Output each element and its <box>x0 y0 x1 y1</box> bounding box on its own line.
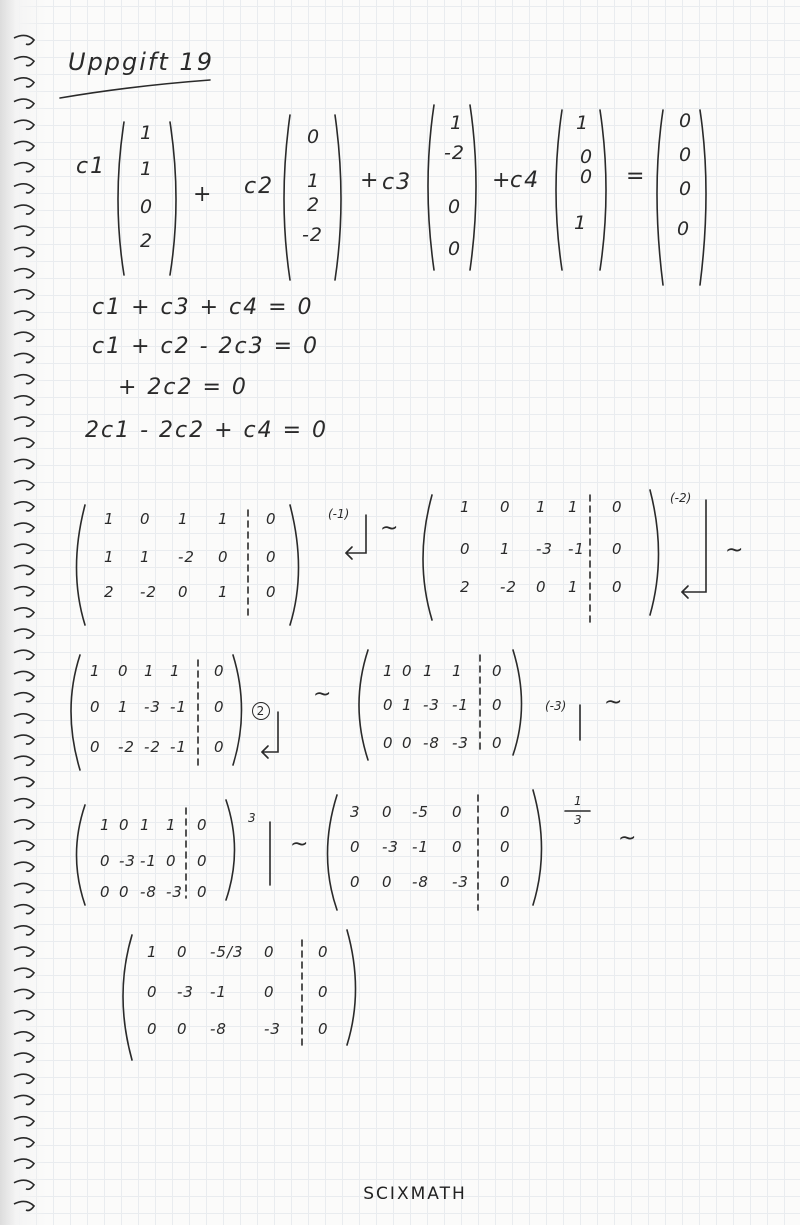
matrix-entry: 0 <box>166 852 177 870</box>
plus-sign: + <box>492 168 513 193</box>
matrix-entry: 0 <box>100 883 111 901</box>
footer-watermark: SCIXMATH <box>363 1184 467 1204</box>
matrix-entry: 0 <box>492 696 503 714</box>
coef-c2: c2 <box>244 174 275 199</box>
matrix-entry: -3 <box>166 883 183 901</box>
matrix-entry: 1 <box>118 698 129 716</box>
matrix-entry: 0 <box>402 662 413 680</box>
matrix-entry: -1 <box>170 738 187 756</box>
row-op-annotation-denominator: 3 <box>574 813 582 827</box>
matrix-entry: -2 <box>500 578 517 596</box>
matrix-entry: 0 <box>612 498 623 516</box>
equation-2: c1 + c2 - 2c3 = 0 <box>92 334 320 359</box>
row-op-annotation: (-1) <box>328 507 350 521</box>
matrix-entry: 0 <box>118 662 129 680</box>
matrix-entry: 0 <box>197 883 208 901</box>
matrix-entry: 0 <box>218 548 229 566</box>
matrix-entry: 0 <box>177 943 188 961</box>
matrix-entry: 0 <box>147 983 158 1001</box>
matrix-entry: 1 <box>90 662 101 680</box>
matrix-entry: 0 <box>452 803 463 821</box>
matrix-entry: 1 <box>218 510 229 528</box>
matrix-entry: -1 <box>140 852 157 870</box>
matrix-entry: 0 <box>119 816 130 834</box>
row-op-annotation: (-3) <box>545 699 567 713</box>
matrix-entry: 0 <box>402 734 413 752</box>
row-op-annotation: (-2) <box>670 491 692 505</box>
vector-1-entry-2: 1 <box>140 158 154 180</box>
equivalence-sign: ~ <box>313 682 334 707</box>
matrix-entry: -3 <box>536 540 553 558</box>
matrix-entry: -8 <box>412 873 429 891</box>
matrix-entry: -8 <box>423 734 440 752</box>
equivalence-sign: ~ <box>290 832 311 857</box>
matrix-entry: 0 <box>492 734 503 752</box>
matrix-entry: 0 <box>266 583 277 601</box>
matrix-entry: 0 <box>500 838 511 856</box>
matrix-entry: 0 <box>119 883 130 901</box>
matrix-entry: 1 <box>144 662 155 680</box>
row-op-annotation: 3 <box>248 811 256 825</box>
matrix-entry: -3 <box>144 698 161 716</box>
matrix-entry: 1 <box>104 548 115 566</box>
vector-1-entry-4: 2 <box>140 230 154 252</box>
vector-3-entry-4: 0 <box>448 238 462 260</box>
matrix-entry: 1 <box>100 816 111 834</box>
zero-vector-entry-1: 0 <box>679 110 693 132</box>
equation-4: 2c1 - 2c2 + c4 = 0 <box>85 418 329 443</box>
vector-3-entry-3: 0 <box>448 196 462 218</box>
vector-3-entry-2: -2 <box>444 142 465 164</box>
matrix-entry: -3 <box>119 852 136 870</box>
matrix-entry: 0 <box>318 983 329 1001</box>
matrix-entry: 0 <box>90 738 101 756</box>
matrix-entry: 0 <box>500 873 511 891</box>
matrix-entry: 0 <box>350 873 361 891</box>
matrix-entry: -3 <box>264 1020 281 1038</box>
matrix-entry: 0 <box>382 803 393 821</box>
matrix-entry: -1 <box>170 698 187 716</box>
equivalence-sign: ~ <box>380 516 401 541</box>
matrix-entry: 1 <box>178 510 189 528</box>
vector-2-entry-2: 1 <box>307 170 321 192</box>
matrix-entry: 0 <box>264 943 275 961</box>
row-op-annotation-circled: 2 <box>252 702 270 720</box>
equation-3: + 2c2 = 0 <box>118 375 248 400</box>
equivalence-sign: ~ <box>725 538 746 563</box>
matrix-entry: 0 <box>500 803 511 821</box>
matrix-entry: 0 <box>264 983 275 1001</box>
equation-1: c1 + c3 + c4 = 0 <box>92 295 314 320</box>
matrix-entry: 2 <box>460 578 471 596</box>
matrix-entry: 0 <box>318 943 329 961</box>
matrix-entry: -3 <box>452 734 469 752</box>
equivalence-sign: ~ <box>604 690 625 715</box>
matrix-entry: 0 <box>140 510 151 528</box>
matrix-entry: 0 <box>177 1020 188 1038</box>
matrix-entry: 1 <box>218 583 229 601</box>
vector-1-entry-1: 1 <box>140 122 154 144</box>
matrix-entry: 0 <box>90 698 101 716</box>
vector-4-entry-3: 0 <box>580 166 594 188</box>
matrix-entry: -3 <box>452 873 469 891</box>
equals-sign: = <box>626 164 647 189</box>
matrix-entry: 0 <box>383 696 394 714</box>
matrix-entry: 0 <box>492 662 503 680</box>
matrix-entry: 1 <box>170 662 181 680</box>
matrix-entry: 0 <box>612 578 623 596</box>
matrix-entry: 0 <box>383 734 394 752</box>
matrix-entry: -1 <box>452 696 469 714</box>
matrix-entry: 0 <box>266 510 277 528</box>
matrix-entry: -5 <box>412 803 429 821</box>
matrix-entry: 1 <box>568 498 579 516</box>
row-op-annotation-numerator: 1 <box>574 794 582 808</box>
coef-c1: c1 <box>76 154 107 179</box>
matrix-entry: 0 <box>197 852 208 870</box>
vector-4-entry-1: 1 <box>576 112 590 134</box>
vector-2-entry-1: 0 <box>307 126 321 148</box>
vector-2-entry-3: 2 <box>307 194 321 216</box>
matrix-entry: -2 <box>144 738 161 756</box>
matrix-entry: 2 <box>104 583 115 601</box>
matrix-entry: 0 <box>266 548 277 566</box>
vector-4-entry-2: 0 <box>580 146 594 168</box>
matrix-entry: -1 <box>568 540 585 558</box>
matrix-entry: 0 <box>460 540 471 558</box>
matrix-entry: 1 <box>140 548 151 566</box>
matrix-entry: -3 <box>382 838 399 856</box>
matrix-entry: 1 <box>166 816 177 834</box>
matrix-entry: -2 <box>140 583 157 601</box>
coef-c4: c4 <box>510 168 541 193</box>
matrix-entry: 0 <box>350 838 361 856</box>
matrix-entry: 3 <box>350 803 361 821</box>
matrix-entry: 1 <box>460 498 471 516</box>
matrix-entry: -8 <box>210 1020 227 1038</box>
matrix-entry: 1 <box>140 816 151 834</box>
vector-2-entry-4: -2 <box>302 224 323 246</box>
matrix-entry: -3 <box>423 696 440 714</box>
page-title: Uppgift 19 <box>68 48 214 76</box>
matrix-entry: 1 <box>500 540 511 558</box>
matrix-entry: 1 <box>104 510 115 528</box>
vector-1-entry-3: 0 <box>140 196 154 218</box>
zero-vector-entry-4: 0 <box>677 218 691 240</box>
matrix-entry: 1 <box>383 662 394 680</box>
coef-c3: c3 <box>382 170 413 195</box>
matrix-entry: -5/3 <box>210 943 244 961</box>
matrix-entry: 0 <box>147 1020 158 1038</box>
matrix-entry: 0 <box>612 540 623 558</box>
zero-vector-entry-3: 0 <box>679 178 693 200</box>
matrix-entry: -3 <box>177 983 194 1001</box>
plus-sign: + <box>193 182 214 207</box>
matrix-entry: 1 <box>536 498 547 516</box>
matrix-entry: -8 <box>140 883 157 901</box>
matrix-entry: 0 <box>214 738 225 756</box>
matrix-entry: 0 <box>500 498 511 516</box>
vector-3-entry-1: 1 <box>450 112 464 134</box>
matrix-entry: 1 <box>402 696 413 714</box>
matrix-entry: 1 <box>568 578 579 596</box>
matrix-entry: 0 <box>100 852 111 870</box>
matrix-entry: 1 <box>147 943 158 961</box>
equivalence-sign: ~ <box>618 826 639 851</box>
matrix-entry: 0 <box>178 583 189 601</box>
matrix-entry: -2 <box>118 738 135 756</box>
matrix-entry: 1 <box>452 662 463 680</box>
matrix-entry: 0 <box>318 1020 329 1038</box>
matrix-entry: -1 <box>412 838 429 856</box>
matrix-entry: 1 <box>423 662 434 680</box>
matrix-entry: -1 <box>210 983 227 1001</box>
matrix-entry: 0 <box>452 838 463 856</box>
matrix-entry: 0 <box>536 578 547 596</box>
matrix-entry: -2 <box>178 548 195 566</box>
zero-vector-entry-2: 0 <box>679 144 693 166</box>
matrix-entry: 0 <box>197 816 208 834</box>
vector-4-entry-4: 1 <box>574 212 588 234</box>
matrix-entry: 0 <box>214 698 225 716</box>
matrix-entry: 0 <box>382 873 393 891</box>
plus-sign: + <box>360 168 381 193</box>
matrix-entry: 0 <box>214 662 225 680</box>
